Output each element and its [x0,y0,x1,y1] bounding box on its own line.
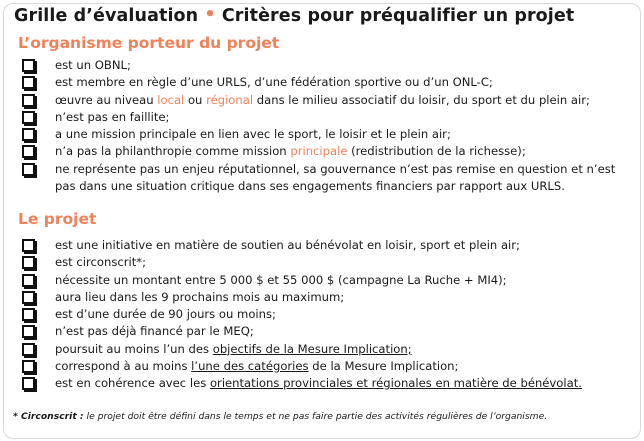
list-item [22,92,638,109]
checkbox[interactable] [22,291,35,304]
list-item [22,126,638,143]
list-item [22,143,638,160]
link-orientations[interactable]: orientations provinciales et régionales en matière de bénévolat. [209,376,582,391]
footnote-term: * Circonscrit : [13,411,84,422]
item-text: est en cohérence avec les [55,376,210,391]
checkbox[interactable] [22,308,35,321]
checkbox[interactable] [22,94,35,107]
highlight-local: local [157,92,185,107]
list-item [22,254,638,271]
item-text: poursuit au moins l’un des [55,341,213,356]
item-text: n’a pas la philanthropie comme mission [55,144,291,159]
list-item [22,323,638,340]
section-heading-projet: Le projet [18,210,97,228]
list-item [22,306,638,323]
item-text: n’est pas en faillite; [55,109,170,124]
checkbox[interactable] [22,325,35,338]
checkbox[interactable] [22,377,35,390]
list-item [22,289,638,306]
footnote [13,411,547,422]
checkbox[interactable] [22,59,35,72]
projet-checklist [22,237,638,393]
checkbox[interactable] [22,239,35,252]
title-left: Grille d’évaluation [14,6,199,26]
link-objectifs[interactable]: objectifs de la Mesure Implication; [212,341,412,356]
item-text: est d’une durée de 90 jours ou moins; [55,307,276,322]
list-item [22,358,638,375]
item-text: ou [184,92,207,107]
list-item [22,74,638,91]
highlight-regional: régional [206,92,254,107]
list-item [22,272,638,289]
list-item [22,57,638,74]
item-text: est membre en règle d’une URLS, d’une fédération sportive ou d’un ONL-C; [55,75,493,90]
checkbox[interactable] [22,111,35,124]
checkbox[interactable] [22,360,35,373]
list-item [22,109,638,126]
list-item [22,341,638,358]
checkbox[interactable] [22,274,35,287]
item-text: n’est pas déjà financé par le MEQ; [55,324,254,339]
checkbox[interactable] [22,256,35,269]
checkbox[interactable] [22,128,35,141]
item-text: (redistribution de la richesse); [347,144,526,159]
item-text: correspond à au moins [55,359,192,374]
item-text: aura lieu dans les 9 prochains mois au maximum; [55,289,345,304]
checkbox[interactable] [22,145,35,158]
checkbox[interactable] [22,163,35,176]
item-text: dans le milieu associatif du loisir, du sport et du plein air; [253,92,590,107]
title-separator: • [204,4,216,25]
item-text: est circonscrit*; [55,255,146,270]
item-text: ne représente pas un enjeu réputationnel, sa gouvernance n’est pas remise en question et n’est pas dans une situation critique dans ses engagements financiers par rapport aux URLS. [55,161,616,194]
list-item [22,237,638,254]
section-heading-organisme: L’organisme porteur du projet [18,34,280,52]
item-text: est un OBNL; [55,58,131,72]
page-title [14,5,574,26]
list-item [22,161,638,196]
checkbox[interactable] [22,343,35,356]
item-text: nécessite un montant entre 5 000 $ et 55 000 $ (campagne La Ruche + MI4); [55,272,507,287]
checkbox[interactable] [22,76,35,89]
highlight-principale: principale [290,144,348,159]
organisme-checklist [22,57,638,195]
item-text: de la Mesure Implication; [308,359,459,374]
footnote-text: le projet doit être défini dans le temps et ne pas faire partie des activités régulières de l’organisme. [83,411,548,422]
link-categories[interactable]: l’une des catégories [191,359,309,374]
item-text: est une initiative en matière de soutien au bénévolat en loisir, sport et plein air; [55,238,520,252]
item-text: a une mission principale en lien avec le sport, le loisir et le plein air; [55,127,451,142]
title-right: Critères pour préqualifier un projet [221,6,575,26]
item-text: œuvre au niveau [55,92,158,107]
list-item [22,375,638,392]
